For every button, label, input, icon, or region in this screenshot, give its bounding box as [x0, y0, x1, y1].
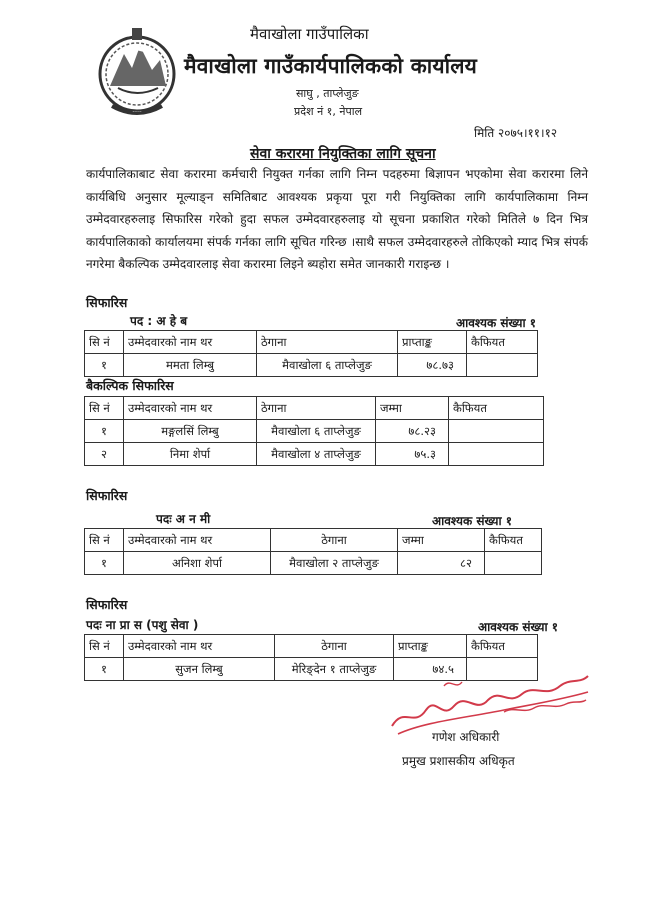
header-cell: ठेगाना [257, 331, 398, 354]
province-line: प्रदेश नं १, नेपाल [294, 105, 363, 118]
notice-body: कार्यपालिकाबाट सेवा करारमा कर्मचारी नियुक्त गर्नका लागि निम्न पदहरुमा बिज्ञापन भएकोमा सेवा करारमा लिने कार्यबिधि अनुसार मूल्याङ्न समितिबाट आवश्यक प्रकृया पूरा गरी नियुक्तिका लागि कार्यपालिकामा निम्न उम्मेदवारहरुलाइ सिफारिस गरेको हुदा सफल उम्मेदवारहरुलाइ यो सूचना प्रकाशित गरेको मितिले ७ दिन भित्र कार्यपालिकाको कार्यालयमा संपर्क गर्नका लागि सूचित गरिन्छ ।साथै सफल उम्मेदवारहरुले तोकिएको म्याद भित्र संपर्क नगरेमा बैकल्पिक उम्मेदवारलाइ सेवा करारमा लिइने ब्यहोरा समेत जानकारी गराइन्छ । [86, 167, 588, 272]
table-header-row [85, 529, 542, 552]
section-title-recommendation: सिफारिस [86, 597, 128, 612]
header-cell: उम्मेदवारको नाम थर [124, 331, 257, 354]
table-cell [467, 354, 538, 377]
table-cell: मङ्गलसिं लिम्बु [124, 420, 257, 443]
table-cell: १ [85, 658, 124, 681]
table-cell: अनिशा शेर्पा [124, 552, 271, 575]
table-cell: मैवाखोला ६ ताप्लेजुङ [257, 354, 398, 377]
office-name: मैवाखोला गाउँकार्यपालिकको कार्यालय [184, 54, 478, 78]
signatory-position: प्रमुख प्रशासकीय अधिकृत [402, 754, 515, 768]
header-cell: सि नं [85, 397, 124, 420]
table-row [85, 552, 542, 575]
required-count: आवश्यक संख्या १ [432, 514, 513, 528]
header-cell: सि नं [85, 331, 124, 354]
section-title-recommendation: सिफारिस [86, 295, 128, 310]
table-cell: १ [85, 354, 124, 377]
table-cell: सुजन लिम्बु [124, 658, 275, 681]
header-cell: ठेगाना [271, 529, 398, 552]
header-cell: जम्मा [376, 397, 449, 420]
header-cell: ठेगाना [275, 635, 394, 658]
table-header-row [85, 397, 544, 420]
table-cell: १ [85, 420, 124, 443]
header-cell: उम्मेदवारको नाम थर [124, 397, 257, 420]
header-cell: जम्मा [398, 529, 485, 552]
table-cell: ८२ [398, 552, 485, 575]
post-name: पदः अ न मी [156, 512, 211, 526]
table-cell: ७४.५ [394, 658, 467, 681]
table-cell: मेरिङ्देन १ ताप्लेजुङ [275, 658, 394, 681]
table-row [85, 420, 544, 443]
table-cell: २ [85, 443, 124, 466]
table-cell [449, 420, 544, 443]
municipality-name: मैवाखोला गाउँपालिका [250, 25, 369, 43]
table-cell [485, 552, 542, 575]
table-cell: मैवाखोला ६ ताप्लेजुङ [257, 420, 376, 443]
table-cell: मैवाखोला ४ ताप्लेजुङ [257, 443, 376, 466]
post-name: पदः ना प्रा स (पशु सेवा ) [86, 618, 199, 632]
required-count: आवश्यक संख्या १ [478, 620, 559, 634]
table-cell: १ [85, 552, 124, 575]
office-address: साघु , ताप्लेजुङ [296, 87, 359, 100]
table-cell: ममता लिम्बु [124, 354, 257, 377]
table-cell: ७८.७३ [398, 354, 467, 377]
svg-text:·····: ····· [132, 109, 142, 116]
alternative-table [84, 396, 544, 466]
table-cell: निमा शेर्पा [124, 443, 257, 466]
notice-date: मिति २०७५।११।१२ [474, 126, 558, 140]
header-cell: सि नं [85, 529, 124, 552]
header-cell: ठेगाना [257, 397, 376, 420]
signatory-name: गणेश अधिकारी [432, 730, 500, 744]
recommendation-table [84, 528, 542, 575]
header-cell: प्राप्ताङ्क [394, 635, 467, 658]
recommendation-table [84, 330, 538, 377]
table-cell: मैवाखोला २ ताप्लेजुङ [271, 552, 398, 575]
section-title-recommendation: सिफारिस [86, 488, 128, 503]
header-cell: प्राप्ताङ्क [398, 331, 467, 354]
header-cell: उम्मेदवारको नाम थर [124, 635, 275, 658]
header-cell: कैफियत [467, 331, 538, 354]
header-cell: कैफियत [485, 529, 542, 552]
header-cell: कैफियत [467, 635, 538, 658]
header-cell: उम्मेदवारको नाम थर [124, 529, 271, 552]
table-header-row [85, 635, 538, 658]
table-row [85, 354, 538, 377]
header-cell: सि नं [85, 635, 124, 658]
table-header-row [85, 331, 538, 354]
section-title-alternative: बैकल्पिक सिफारिस [86, 378, 174, 393]
table-cell [449, 443, 544, 466]
header-cell: कैफियत [449, 397, 544, 420]
table-row [85, 443, 544, 466]
table-cell: ७५.३ [376, 443, 449, 466]
table-cell: ७८.२३ [376, 420, 449, 443]
nepal-emblem-icon [96, 24, 178, 124]
post-name: पद : अ हे ब [130, 314, 188, 328]
required-count: आवश्यक संख्या १ [456, 316, 537, 330]
notice-title: सेवा करारमा नियुक्तिका लागि सूचना [250, 146, 436, 162]
